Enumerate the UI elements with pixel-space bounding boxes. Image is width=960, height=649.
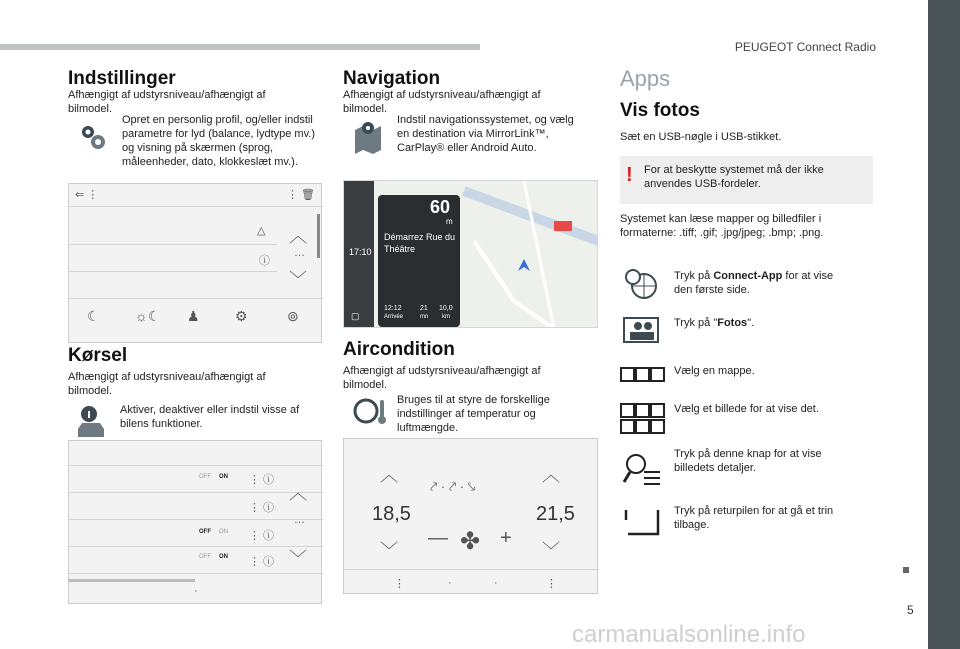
step-connect-app: Tryk på Connect-App for at vise den første side.	[674, 270, 834, 296]
top-rule	[0, 44, 480, 50]
warning-note: ! For at beskytte systemet må der ikke anvendes USB-fordeler.	[620, 156, 873, 204]
warning-icon: △	[257, 225, 266, 237]
page-marker	[903, 567, 909, 573]
step-folder: Vælg en mappe.	[674, 365, 755, 377]
right-sidebar	[928, 0, 960, 649]
more-icon[interactable]: …	[294, 514, 305, 526]
driving-screen: OFF ON OFF ON OFF ON ⋮ ⓘ ⋮ ⓘ ⋮ ⓘ ⋮ ⓘ ︿ … ﹀ ·	[68, 440, 322, 604]
right-temp-down-icon[interactable]: ﹀	[542, 541, 560, 561]
info-icon[interactable]: ⋮ ⓘ	[249, 502, 275, 514]
step-details: Tryk på denne knap for at vise billedets detaljer.	[674, 448, 822, 474]
aircon-info: Bruges til at styre de forskellige indstillinger af temperatur og luftmængde.	[397, 394, 550, 434]
left-temp-up-icon[interactable]: ︿	[380, 465, 398, 485]
home-icon[interactable]: ▢	[351, 311, 360, 321]
night-mode-icon[interactable]: ☾	[87, 308, 100, 324]
trash-icon[interactable]: ⋮ 🗑	[287, 189, 316, 201]
warning-icon: !	[626, 164, 633, 186]
navigation-desc: Afhængigt af udstyrsniveau/afhængigt af bilmodel.	[343, 89, 541, 115]
aircon-heading: Aircondition	[343, 339, 455, 360]
return-arrow-icon	[622, 506, 662, 538]
driving-desc: Afhængigt af udstyrsniveau/afhængigt af bilmodel.	[68, 371, 266, 397]
watermark: carmanualsonline.info	[572, 621, 806, 648]
settings-screen	[68, 183, 322, 343]
driving-heading: Kørsel	[68, 345, 128, 366]
car-info-icon	[74, 405, 108, 439]
step-photos: Tryk på "Fotos".	[674, 317, 755, 329]
info-icon: ⓘ	[259, 255, 270, 267]
photos-icon	[622, 316, 660, 344]
left-temp-down-icon[interactable]: ﹀	[380, 541, 398, 561]
fan-temperature-icon	[353, 396, 387, 426]
location-icon[interactable]: ⊚	[287, 308, 299, 324]
more-icon[interactable]: …	[294, 247, 305, 259]
scroll-up-icon[interactable]: ︿	[289, 226, 307, 246]
right-temp-up-icon[interactable]: ︿	[542, 465, 560, 485]
profile-icon[interactable]: ♟	[187, 308, 200, 324]
aircon-screen: ︿ 18,5 ﹀ ︿ 21,5 ﹀ ⤤ · ⤤ · ⤥ — ✤ + ⋮ · · ⋮	[343, 438, 598, 594]
aircon-desc: Afhængigt af udstyrsniveau/afhængigt af bilmodel.	[343, 365, 541, 391]
step-image: Vælg et billede for at vise det.	[674, 403, 819, 415]
usb-insert-text: Sæt en USB-nøgle i USB-stikket.	[620, 131, 782, 143]
connect-app-icon	[622, 268, 660, 302]
navigation-map: 17:10 ▢	[343, 180, 598, 328]
image-grid-icon	[620, 402, 666, 436]
settings-heading: Indstillinger	[68, 68, 176, 89]
airflow-icons[interactable]: ⤤ · ⤤ · ⤥	[430, 479, 476, 494]
details-icon	[622, 450, 662, 490]
settings-icon[interactable]: ⚙	[235, 308, 248, 324]
navigation-card: 60 m Démarrez Rue du Théâtre 12:12 Arrivée 21 mn 10,0 km	[378, 195, 460, 327]
fan-minus-icon[interactable]: —	[428, 527, 448, 549]
page-header: PEUGEOT Connect Radio	[734, 40, 876, 54]
info-icon[interactable]: ⋮ ⓘ	[249, 530, 275, 542]
settings-gear-icon	[76, 120, 110, 154]
navigation-heading: Navigation	[343, 68, 441, 89]
scroll-down-icon[interactable]: ﹀	[289, 270, 307, 290]
page-number: 5	[907, 603, 914, 617]
settings-info: Opret en personlig profil, og/eller indstil parametre for lyd (balance, lydtype mv.) og visning på skærmen (sprog, måleenheder, dato, klokkeslæt mv.).	[122, 114, 315, 168]
map-icon	[353, 120, 383, 154]
driving-info: Aktiver, deaktiver eller indstil visse af bilens funktioner.	[120, 404, 300, 430]
fan-icon: ✤	[460, 528, 481, 555]
settings-desc: Afhængigt af udstyrsniveau/afhængigt af bilmodel.	[68, 89, 266, 115]
folder-grid-icon	[620, 366, 666, 384]
step-return: Tryk på returpilen for at gå et trin tilbage.	[674, 505, 834, 531]
view-photos-heading: Vis fotos	[620, 100, 700, 121]
info-icon[interactable]: ⋮ ⓘ	[249, 474, 275, 486]
back-arrow-icon[interactable]: ⇐ ⋮	[75, 189, 99, 201]
day-night-icon[interactable]: ☼☾	[135, 308, 161, 324]
info-icon[interactable]: ⋮ ⓘ	[249, 556, 275, 568]
scroll-down-icon[interactable]: ﹀	[289, 549, 307, 569]
navigation-info: Indstil navigationssystemet, og vælg en destination via MirrorLink™, CarPlay® eller Android Auto.	[397, 114, 574, 154]
formats-text: Systemet kan læse mapper og billedfiler i formaterne: .tiff; .gif; .jpg/jpeg; .bmp; .png.	[620, 213, 824, 239]
scroll-up-icon[interactable]: ︿	[289, 483, 307, 503]
fan-plus-icon[interactable]: +	[500, 527, 512, 549]
apps-heading: Apps	[620, 66, 671, 91]
